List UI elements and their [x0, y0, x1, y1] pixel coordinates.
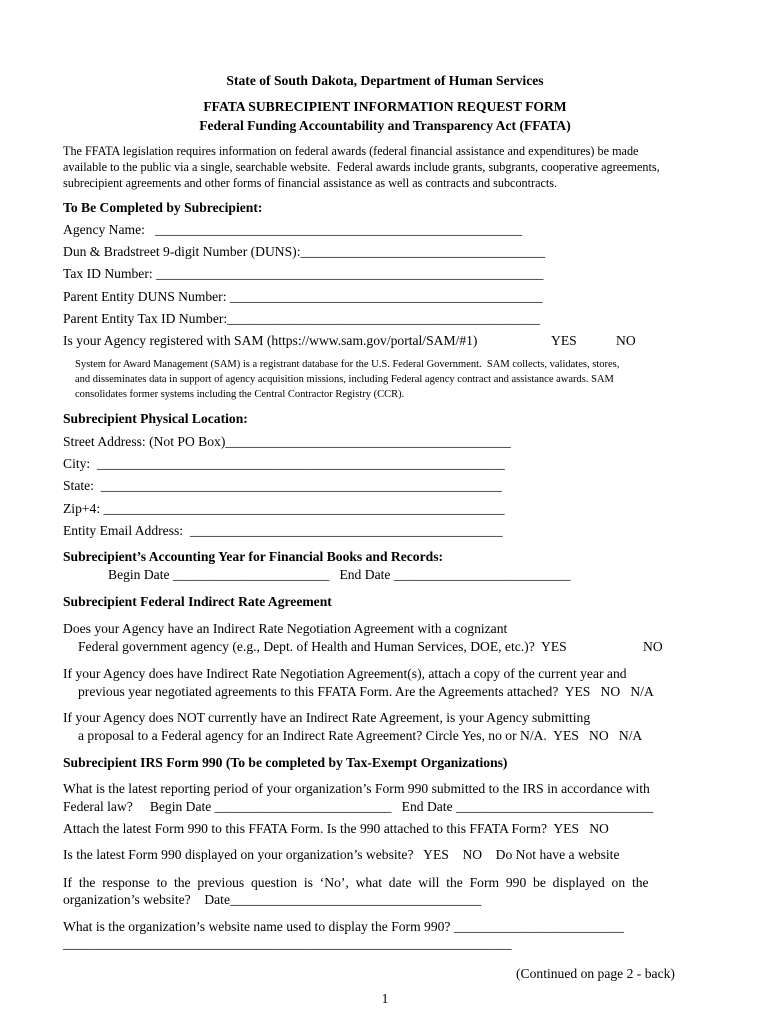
- intro-line-2: available to the public via a single, searchable website. Federal awards include grants, subgrants, cooperative agreements,: [63, 160, 660, 174]
- irs-q2: Attach the latest Form 990 to this FFATA Form. Is the 990 attached to this FFATA Form? YES NO: [63, 821, 609, 836]
- irs-q1-line-2[interactable]: Federal law? Begin Date __________________________ End Date _____________________________: [63, 799, 654, 814]
- continued-note: (Continued on page 2 - back): [516, 966, 675, 981]
- zip-field[interactable]: Zip+4: ___________________________________________________________: [63, 501, 505, 516]
- irs-q1-line-1: What is the latest reporting period of your organization’s Form 990 submitted to the IRS in accordance with: [63, 781, 650, 796]
- form-title: FFATA SUBRECIPIENT INFORMATION REQUEST FORM: [203, 99, 567, 114]
- indirect-q1-line-2: Federal government agency (e.g., Dept. of Health and Human Services, DOE, etc.)? YES: [78, 639, 567, 654]
- indirect-q2-line-1: If your Agency does have Indirect Rate Negotiation Agreement(s), attach a copy of the current year and: [63, 666, 627, 681]
- indirect-q1-line-1: Does your Agency have an Indirect Rate Negotiation Agreement with a cognizant: [63, 621, 508, 636]
- intro-line-3: subrecipient agreements and other forms of financial assistance as well as contracts and subcontracts.: [63, 176, 558, 190]
- city-field[interactable]: City: ____________________________________________________________: [63, 456, 505, 471]
- parent-tax-id-field[interactable]: Parent Entity Tax ID Number:______________________________________________: [63, 311, 540, 326]
- sam-yes-option[interactable]: YES: [551, 333, 577, 348]
- sam-note-line-1: System for Award Management (SAM) is a registrant database for the U.S. Federal Government. SAM collects, validates, stores,: [75, 359, 620, 370]
- sam-note-line-2: and disseminates data in support of agency acquisition missions, including Federal agency contract and assistance awards. SAM: [75, 374, 614, 385]
- act-title: Federal Funding Accountability and Transparency Act (FFATA): [199, 118, 571, 133]
- tax-id-field[interactable]: Tax ID Number: _________________________________________________________: [63, 266, 544, 281]
- accounting-dates-field[interactable]: Begin Date _______________________ End Date __________________________: [108, 567, 571, 582]
- street-address-field[interactable]: Street Address: (Not PO Box)__________________________________________: [63, 434, 511, 449]
- indirect-q3-line-1: If your Agency does NOT currently have an Indirect Rate Agreement, is your Agency submitting: [63, 710, 591, 725]
- intro-line-1: The FFATA legislation requires information on federal awards (federal financial assistance and expenditures) be made: [63, 144, 639, 158]
- sam-no-option[interactable]: NO: [616, 333, 636, 348]
- agency-title: State of South Dakota, Department of Human Services: [226, 73, 544, 88]
- indirect-q2-line-2: previous year negotiated agreements to this FFATA Form. Are the Agreements attached? YES NO N/A: [78, 684, 654, 699]
- agency-name-field[interactable]: Agency Name: ______________________________________________________: [63, 222, 523, 237]
- irs-q4-line-2[interactable]: organization’s website? Date_____________________________________: [63, 892, 482, 907]
- irs-heading: Subrecipient IRS Form 990 (To be completed by Tax-Exempt Organizations): [63, 755, 508, 770]
- duns-field[interactable]: Dun & Bradstreet 9-digit Number (DUNS):____________________________________: [63, 244, 546, 259]
- page-number: 1: [381, 991, 389, 1006]
- irs-q3: Is the latest Form 990 displayed on your organization’s website? YES NO Do Not have a website: [63, 847, 620, 862]
- parent-duns-field[interactable]: Parent Entity DUNS Number: ______________________________________________: [63, 289, 543, 304]
- accounting-heading: Subrecipient’s Accounting Year for Financial Books and Records:: [63, 549, 444, 564]
- irs-q5[interactable]: What is the organization’s website name used to display the Form 990? _________________________: [63, 919, 624, 934]
- subrecipient-heading: To Be Completed by Subrecipient:: [63, 200, 263, 215]
- indirect-q1-no-option[interactable]: NO: [643, 639, 663, 654]
- state-field[interactable]: State: ___________________________________________________________: [63, 478, 502, 493]
- irs-q5-blank-line[interactable]: __________________________________________________________________: [63, 936, 512, 951]
- sam-note-line-3: consolidates former systems including the Central Contractor Registry (CCR).: [75, 389, 405, 400]
- irs-q4-line-1: If the response to the previous question is ‘No’, what date will the Form 990 be displayed on the: [63, 875, 649, 890]
- indirect-heading: Subrecipient Federal Indirect Rate Agreement: [63, 594, 332, 609]
- indirect-q3-line-2: a proposal to a Federal agency for an Indirect Rate Agreement? Circle Yes, no or N/A. YES NO N/A: [78, 728, 643, 743]
- sam-question: Is your Agency registered with SAM (https://www.sam.gov/portal/SAM/#1): [63, 333, 478, 348]
- location-heading: Subrecipient Physical Location:: [63, 411, 248, 426]
- email-field[interactable]: Entity Email Address: ______________________________________________: [63, 523, 503, 538]
